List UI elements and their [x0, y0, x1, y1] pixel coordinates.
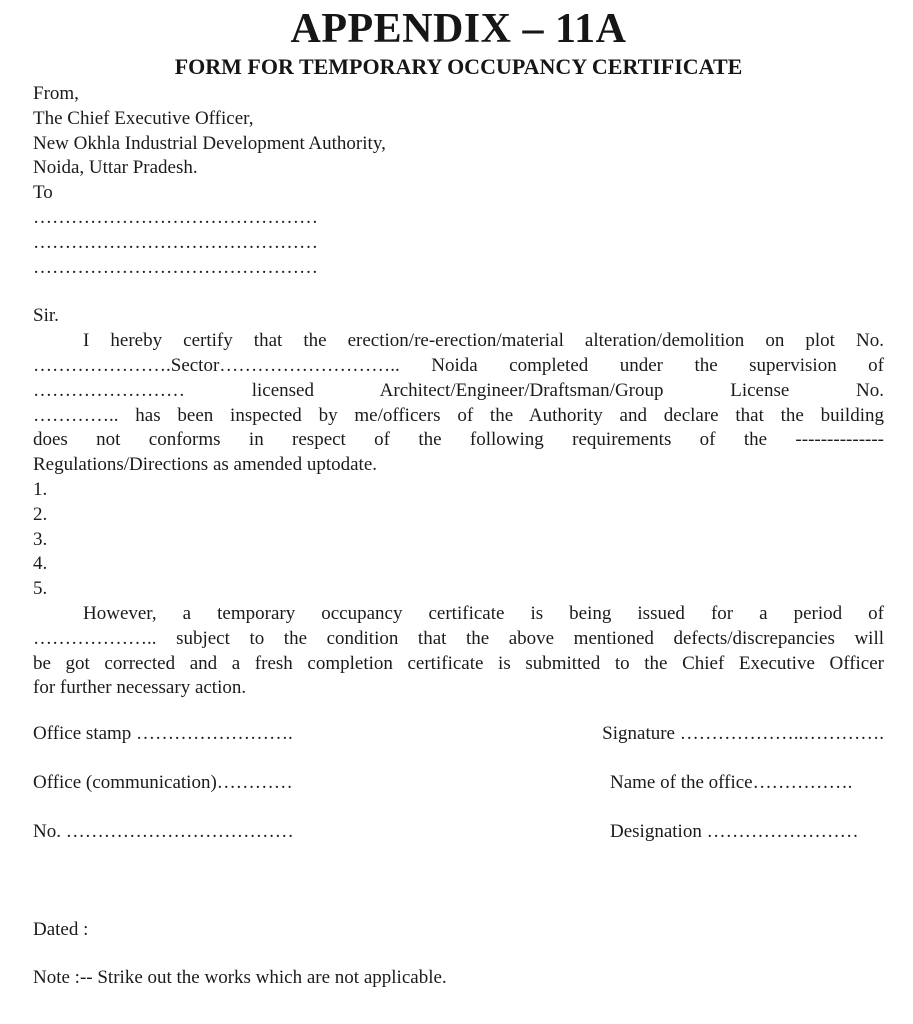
- note-text: Note :-- Strike out the works which are not applicable.: [33, 967, 447, 989]
- signature-row: [33, 771, 884, 796]
- defect-list: [33, 478, 884, 602]
- certify-paragraph-line: does not conforms in respect of the following requirements of the --------------: [33, 429, 884, 451]
- signature-row: [33, 722, 884, 747]
- to-dotted-line: ………………………………………: [33, 206, 318, 228]
- to-label: To: [33, 182, 53, 204]
- dated-label: Dated :: [33, 918, 89, 940]
- defect-item: 5.: [33, 578, 48, 600]
- office-communication-field: Office (communication)…………: [33, 771, 293, 793]
- however-paragraph-line: for further necessary action.: [33, 677, 247, 699]
- however-paragraph-line: ……………….. subject to the condition that the above mentioned defects/discrepancies will: [33, 627, 884, 649]
- signature-field: Signature ………………..………….: [602, 723, 884, 745]
- defect-item: 2.: [33, 503, 48, 525]
- certify-paragraph-line: ………………….Sector……………………….. Noida completed under the supervision of: [33, 354, 884, 376]
- page-title: APPENDIX – 11A: [290, 6, 627, 52]
- from-line-authority: New Okhla Industrial Development Authority,: [33, 132, 386, 154]
- however-paragraph-line: be got corrected and a fresh completion certificate is submitted to the Chief Executive Officer: [33, 652, 884, 674]
- from-label: From,: [33, 83, 79, 104]
- designation-field: Designation ……………………: [610, 820, 859, 842]
- document-body: [33, 82, 884, 991]
- defect-item: 3.: [33, 528, 48, 550]
- form-subtitle: FORM FOR TEMPORARY OCCUPANCY CERTIFICATE: [174, 54, 743, 79]
- from-line-city: Noida, Uttar Pradesh.: [33, 157, 198, 179]
- certify-paragraph-line: Regulations/Directions as amended uptodate.: [33, 454, 378, 476]
- defect-item: 4.: [33, 553, 48, 575]
- name-of-office-field: Name of the office…………….: [610, 771, 853, 793]
- certify-paragraph: [33, 329, 884, 478]
- office-stamp-field: Office stamp …………………….: [33, 723, 293, 745]
- defect-item: 1.: [33, 478, 48, 500]
- signature-row: [33, 820, 884, 845]
- salutation: Sir.: [33, 305, 59, 327]
- certify-paragraph-line: I hereby certify that the erection/re-erection/material alteration/demolition on plot No.: [83, 330, 884, 352]
- from-line-officer: The Chief Executive Officer,: [33, 107, 254, 129]
- however-paragraph-line: However, a temporary occupancy certificate is being issued for a period of: [83, 602, 884, 624]
- however-paragraph: [33, 602, 884, 701]
- to-dotted-line: ………………………………………: [33, 231, 318, 253]
- signature-block: [33, 722, 884, 844]
- to-dotted-line: ………………………………………: [33, 256, 318, 278]
- certify-paragraph-line: …………………… licensed Architect/Engineer/Draftsman/Group License No.: [33, 379, 884, 401]
- number-field: No. ………………………………: [33, 820, 294, 842]
- certify-paragraph-line: ………….. has been inspected by me/officers of the Authority and declare that the building: [33, 404, 884, 426]
